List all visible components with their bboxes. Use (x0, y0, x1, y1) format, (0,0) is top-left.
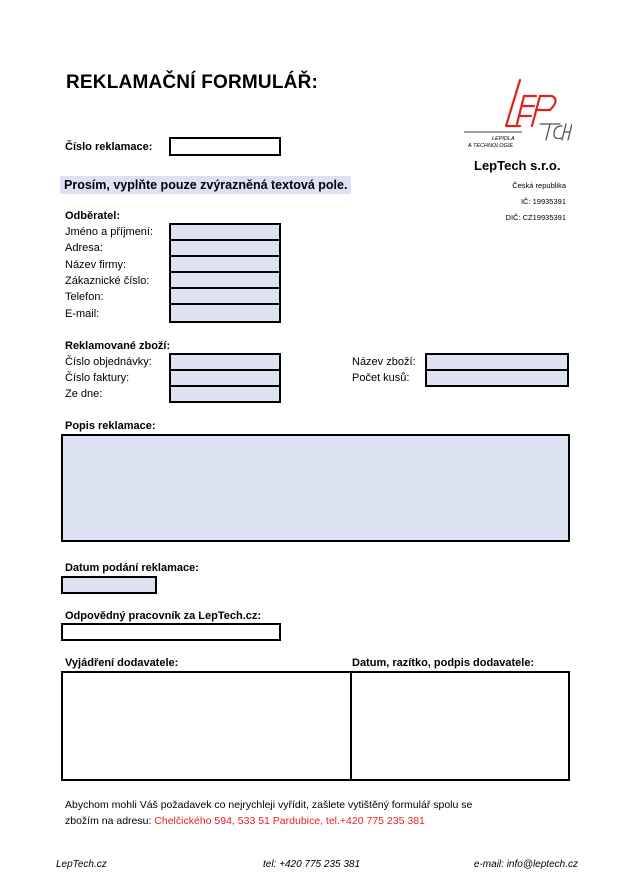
description-field[interactable] (61, 434, 570, 542)
footer-note-address: Chelčického 594, 533 51 Pardubice, tel.+420 775 235 381 (154, 815, 425, 827)
responsible-person-field[interactable] (61, 623, 281, 641)
invoice-date-field[interactable] (171, 387, 279, 402)
submission-date-field[interactable] (61, 576, 157, 594)
customer-phone-field[interactable] (171, 289, 279, 305)
customer-email-field[interactable] (171, 305, 279, 320)
quantity-field[interactable] (427, 371, 567, 386)
claim-number-field[interactable] (169, 137, 281, 156)
invoice-date-label: Ze dne: (65, 388, 103, 400)
customer-phone-label: Telefon: (65, 291, 104, 303)
customer-company-field[interactable] (171, 257, 279, 273)
invoice-number-label: Číslo faktury: (65, 372, 130, 384)
order-number-label: Číslo objednávky: (65, 356, 152, 368)
instruction-note: Prosím, vyplňte pouze zvýrazněná textová pole. (60, 176, 351, 194)
customer-heading: Odběratel: (65, 210, 121, 222)
company-country: Česká republika (512, 181, 566, 190)
logo-subtext-2: A TECHNOLOGIE (468, 143, 514, 148)
footer-website: LepTech.cz (56, 859, 107, 870)
goods-right-fields (425, 353, 569, 387)
description-label: Popis reklamace: (65, 420, 156, 432)
supplier-statement-label: Vyjádření dodavatele: (65, 657, 179, 669)
product-name-label: Název zboží: (352, 356, 416, 368)
goods-heading: Reklamované zboží: (65, 340, 171, 352)
invoice-number-field[interactable] (171, 371, 279, 387)
customer-address-label: Adresa: (65, 242, 103, 254)
footer-note-line2 (65, 813, 585, 829)
customer-company-label: Název firmy: (65, 259, 127, 271)
product-name-field[interactable] (427, 355, 567, 371)
customer-number-field[interactable] (171, 273, 279, 289)
footer-note-prefix: zbožím na adresu: (65, 815, 155, 827)
customer-fields (169, 223, 281, 323)
customer-address-field[interactable] (171, 241, 279, 257)
claim-number-label: Číslo reklamace: (65, 141, 153, 153)
leptech-logo (462, 76, 572, 148)
company-dic: DIČ: CZ19935391 (505, 213, 566, 222)
logo-subtext-1: LEPIDLA (492, 136, 515, 142)
customer-name-label: Jméno a příjmení: (65, 226, 154, 238)
customer-number-label: Zákaznické číslo: (65, 275, 150, 287)
customer-name-field[interactable] (171, 225, 279, 241)
footer-note-line1: Abychom mohli Váš požadavek co nejrychleji vyřídit, zašlete vytištěný formulář spolu se (65, 799, 473, 811)
submission-date-label: Datum podání reklamace: (65, 562, 199, 574)
supplier-sign-field[interactable] (350, 671, 570, 781)
order-number-field[interactable] (171, 355, 279, 371)
supplier-sign-label: Datum, razítko, podpis dodavatele: (352, 657, 535, 669)
supplier-statement-field[interactable] (61, 671, 352, 781)
quantity-label: Počet kusů: (352, 372, 410, 384)
company-name: LepTech s.r.o. (474, 158, 561, 173)
footer-phone: tel: +420 775 235 381 (263, 859, 361, 870)
responsible-person-label: Odpovědný pracovník za LepTech.cz: (65, 610, 262, 622)
customer-email-label: E-mail: (65, 308, 100, 320)
company-ic: IČ: 19935391 (520, 197, 566, 206)
page-title: REKLAMAČNÍ FORMULÁŘ: (66, 72, 319, 93)
goods-left-fields (169, 353, 281, 403)
footer-email: e-mail: info@leptech.cz (473, 859, 578, 870)
